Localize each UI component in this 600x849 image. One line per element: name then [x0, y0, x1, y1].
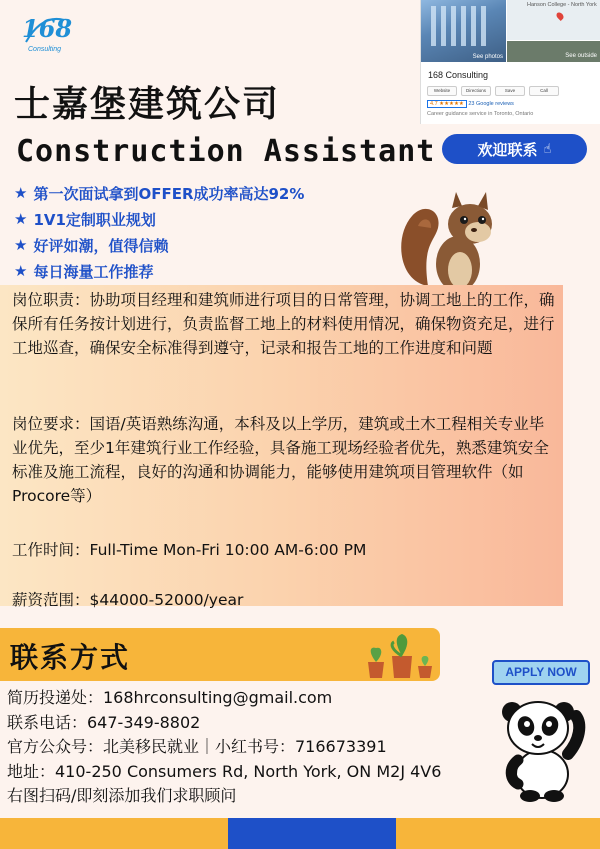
directions-button[interactable]: Directions — [461, 86, 491, 96]
map-place-title: Hanson College - North York — [527, 2, 597, 8]
business-rating — [427, 100, 514, 108]
welcome-contact-button[interactable] — [442, 134, 587, 164]
google-business-card[interactable] — [420, 0, 600, 124]
contact-qr-note: 右图扫码/即刻添加我们求职顾问 — [7, 786, 237, 806]
star-icon: ★ — [14, 236, 28, 254]
contact-email[interactable]: 简历投递处：168hrconsulting@gmail.com — [7, 688, 333, 707]
salary-range: 薪资范围：$44000-52000/year — [12, 591, 244, 609]
squirrel-illustration — [398, 186, 503, 296]
footer-accent-block — [228, 818, 396, 849]
job-requirements: 岗位要求：国语/英语熟练沟通，本科及以上学历，建筑或土木工程相关专业毕业优先，至少1年建筑行业工作经验，具备施工现场经验者优先，熟悉建筑安全标准及施工流程，良好的沟通和协调能力，能够使用建筑项目管理软件（如Procore等） — [12, 415, 549, 505]
job-title: Construction Assistant — [16, 134, 436, 169]
work-hours: 工作时间：Full-Time Mon-Fri 10:00 AM-6:00 PM — [12, 541, 367, 559]
business-description: Career guidance service in Toronto, Ontario — [427, 111, 534, 117]
highlight-text: 每日海量工作推荐 — [33, 262, 154, 281]
highlight-text: 第一次面试拿到OFFER成功率高达92% — [33, 184, 305, 203]
potted-plants-icon — [364, 632, 436, 680]
job-duties: 岗位职责：协助项目经理和建筑师进行项目的日常管理，协调工地上的工作，确保所有任务按计划进行，负责监督工地上的材料使用情况，确保物资充足，进行工地巡查，确保安全标准得到遵守，记录和报告工地的工作进度和问题 — [12, 291, 555, 357]
website-button[interactable]: Website — [427, 86, 457, 96]
welcome-button-label: 欢迎联系 — [477, 140, 538, 159]
contact-section-title: 联系方式 — [10, 641, 131, 674]
street-view-thumb[interactable] — [507, 41, 600, 62]
contact-list — [7, 686, 441, 809]
highlight-text: 1V1定制职业规划 — [33, 210, 156, 229]
highlight-text: 好评如潮，值得信赖 — [33, 236, 169, 255]
contact-phone[interactable]: 联系电话：647-349-8802 — [7, 712, 201, 732]
company-name: 士嘉堡建筑公司 — [14, 84, 281, 125]
highlight-item — [14, 180, 304, 206]
reviews-link[interactable]: 23 Google reviews — [468, 101, 514, 107]
building-photo[interactable] — [421, 0, 506, 62]
star-icon: ★ — [14, 262, 28, 280]
business-name: 168 Consulting — [428, 70, 489, 80]
rating-stars: 4.7 ★★★★★ — [427, 100, 467, 108]
map-pin-icon — [555, 11, 565, 21]
pointing-hand-icon: ☝ — [543, 141, 552, 157]
star-icon: ★ — [14, 210, 28, 228]
see-photos-link[interactable]: See photos — [472, 54, 503, 60]
apply-now-button[interactable]: APPLY NOW — [492, 660, 590, 685]
business-actions — [427, 86, 559, 96]
company-logo — [22, 12, 73, 56]
contact-address: 地址：410-250 Consumers Rd, North York, ON M2J 4V6 — [7, 761, 442, 781]
call-button[interactable]: Call — [529, 86, 559, 96]
highlight-list — [14, 180, 304, 284]
logo-subtitle: Consulting — [28, 46, 62, 53]
panda-illustration — [498, 690, 588, 802]
highlight-item — [14, 206, 304, 232]
mini-map[interactable] — [507, 0, 600, 40]
save-button[interactable]: Save — [495, 86, 525, 96]
logo-number: 168 — [22, 14, 73, 43]
highlight-item — [14, 232, 304, 258]
highlight-item — [14, 258, 304, 284]
see-outside-link[interactable]: See outside — [565, 53, 597, 59]
star-icon: ★ — [14, 184, 28, 202]
contact-social: 官方公众号：北美移民就业｜小红书号：716673391 — [7, 737, 387, 757]
